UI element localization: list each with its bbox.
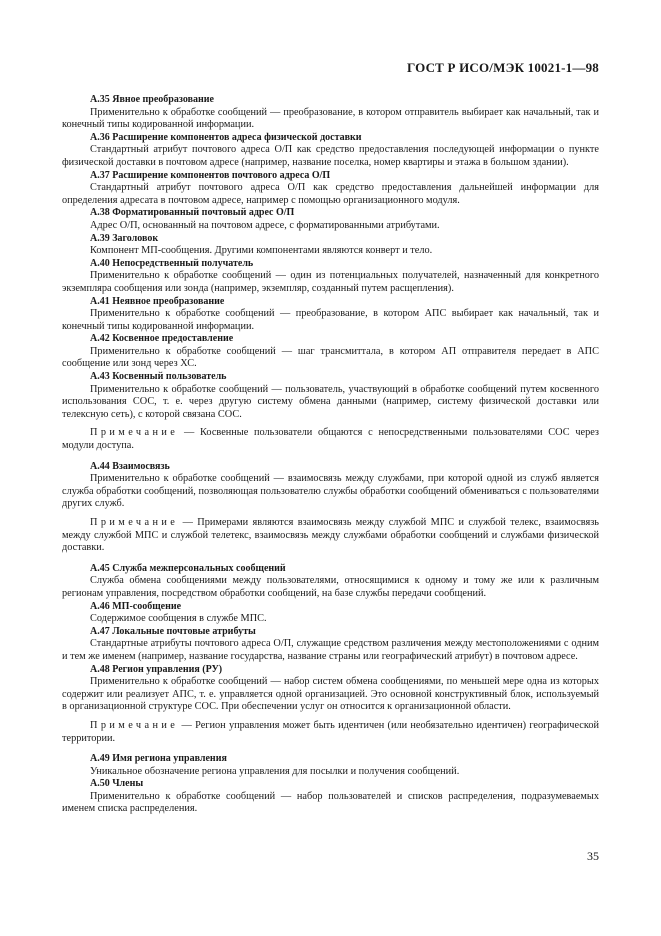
term-heading: А.46 МП-сообщение xyxy=(90,600,182,612)
entry-a50 xyxy=(62,778,599,816)
term-definition: Компонент МП-сообщения. Другими компонентами являются конверт и тело. xyxy=(90,245,433,257)
entry-a43 xyxy=(62,371,599,453)
entry-a47 xyxy=(62,626,599,664)
entry-a49 xyxy=(62,753,599,778)
term-heading: А.40 Непосредственный получатель xyxy=(90,257,254,269)
note-text: — Примерами являются взаимосвязь между службой МПС и службой телекс, взаимосвязь между службой МПС и службой телетекс, взаимосвязь между службами обработки сообщений и службами физической доставки. xyxy=(62,517,600,554)
term-definition: Применительно к обработке сообщений — взаимосвязь между службами, при которой одной из служб является служба обработки сообщений, позволяющая пользователю службы обработки сообщений обмениваться с пользователями других служб. xyxy=(62,473,599,510)
term-heading: А.42 Косвенное предоставление xyxy=(90,333,234,345)
term-definition: Применительно к обработке сообщений — преобразование, в котором АПС выбирает как начальный, так и конечный типы кодированной информации. xyxy=(62,308,599,332)
entry-a48 xyxy=(62,664,599,746)
term-definition: Стандартные атрибуты почтового адреса О/П, служащие средством различения между местоположениями с одним и тем же именем (например, название государства, название страны или географический атрибут) в почтовом адресе. xyxy=(62,638,599,662)
term-definition: Применительно к обработке сообщений — набор пользователей и списков распределения, подразумеваемых именем списка распределения. xyxy=(62,790,599,815)
standard-header: ГОСТ Р ИСО/МЭК 10021-1—98 xyxy=(406,60,599,75)
term-heading: А.50 Члены xyxy=(90,778,144,790)
note-label: Примечание xyxy=(90,517,179,528)
entry-a37 xyxy=(62,170,599,208)
entry-a41 xyxy=(62,296,599,334)
entry-a42 xyxy=(62,333,599,371)
entry-a40 xyxy=(62,258,599,296)
note xyxy=(62,720,599,745)
entry-a38 xyxy=(62,207,599,232)
term-heading: А.37 Расширение компонентов почтового адреса О/П xyxy=(90,169,331,181)
note xyxy=(62,427,599,452)
term-heading: А.48 Регион управления (РУ) xyxy=(90,663,223,675)
term-definition: Стандартный атрибут почтового адреса О/П как средство предоставления последующей информации о пункте физической доставки в почтовом адресе (например, название поселка, номер квартиры и этажа в большом здании). xyxy=(62,144,599,168)
note-text: — Регион управления может быть идентичен (или необязательно идентичен) географической территории. xyxy=(62,719,599,744)
term-definition: Стандартный атрибут почтового адреса О/П как средство предоставления дальнейшей информации для определения адресата в почтовом адресе, например с помощью организационного модуля. xyxy=(62,182,599,206)
term-heading: А.35 Явное преобразование xyxy=(90,94,214,105)
note-text: — Косвенные пользователи общаются с непосредственными пользователями СОС через модули доступа. xyxy=(62,427,599,452)
term-definition: Применительно к обработке сообщений — пользователь, участвующий в обработке сообщений путем косвенного использования СОС, т. е. через другую систему обмена данными (например, систему физической доставки или телексную сеть), с которой связана СОС. xyxy=(62,383,599,420)
term-heading: А.38 Форматированный почтовый адрес О/П xyxy=(90,207,295,219)
entry-a44 xyxy=(62,461,599,555)
entry-a46 xyxy=(62,601,599,626)
entry-a35 xyxy=(62,94,599,132)
term-heading: А.39 Заголовок xyxy=(90,232,159,244)
term-definition: Применительно к обработке сообщений — шаг трансмиттала, в котором АП отправителя передает в АПС сообщение или зонд через ХС. xyxy=(62,345,599,370)
page-number: 35 xyxy=(587,849,599,863)
term-definition: Служба обмена сообщениями между пользователями, относящимися к одному и тому же или к различным регионам управления, посредством обработки сообщений, на базе службы передачи сообщений. xyxy=(62,575,599,599)
term-heading: А.43 Косвенный пользователь xyxy=(90,371,227,383)
term-heading: А.41 Неявное преобразование xyxy=(90,295,225,307)
entry-a39 xyxy=(62,233,599,258)
term-definition: Адрес О/П, основанный на почтовом адресе, с форматированными атрибутами. xyxy=(90,219,440,231)
entry-a45 xyxy=(62,563,599,601)
definitions-list xyxy=(62,94,599,816)
entry-a36 xyxy=(62,132,599,170)
note xyxy=(62,517,599,555)
term-definition: Применительно к обработке сообщений — набор систем обмена сообщениями, по меньшей мере одна из которых содержит или реализует АПС, т. е. управляется одной организацией. Это основной конструктивный блок, используемый в организационной структуре СОС. При обеспечении услуг он относится к организационной области. xyxy=(62,676,599,713)
term-definition: Применительно к обработке сообщений — преобразование, в котором отправитель выбирает как начальный, так и конечный типы кодированной информации. xyxy=(62,106,599,131)
term-definition: Уникальное обозначение региона управления для посылки и получения сообщений. xyxy=(90,765,460,777)
term-heading: А.45 Служба межперсональных сообщений xyxy=(90,562,286,574)
term-heading: А.36 Расширение компонентов адреса физической доставки xyxy=(90,131,362,143)
term-heading: А.44 Взаимосвязь xyxy=(90,460,170,472)
term-heading: А.47 Локальные почтовые атрибуты xyxy=(90,625,256,637)
note-label: Примечание xyxy=(90,427,179,439)
note-label: Примечание xyxy=(90,719,179,731)
term-heading: А.49 Имя региона управления xyxy=(90,753,227,765)
term-definition: Применительно к обработке сообщений — один из потенциальных получателей, назначенный для конкретного экземпляра сообщения или зонда (например, экземпляр, созданный путем расщепления). xyxy=(62,270,599,294)
term-definition: Содержимое сообщения в службе МПС. xyxy=(90,613,267,625)
